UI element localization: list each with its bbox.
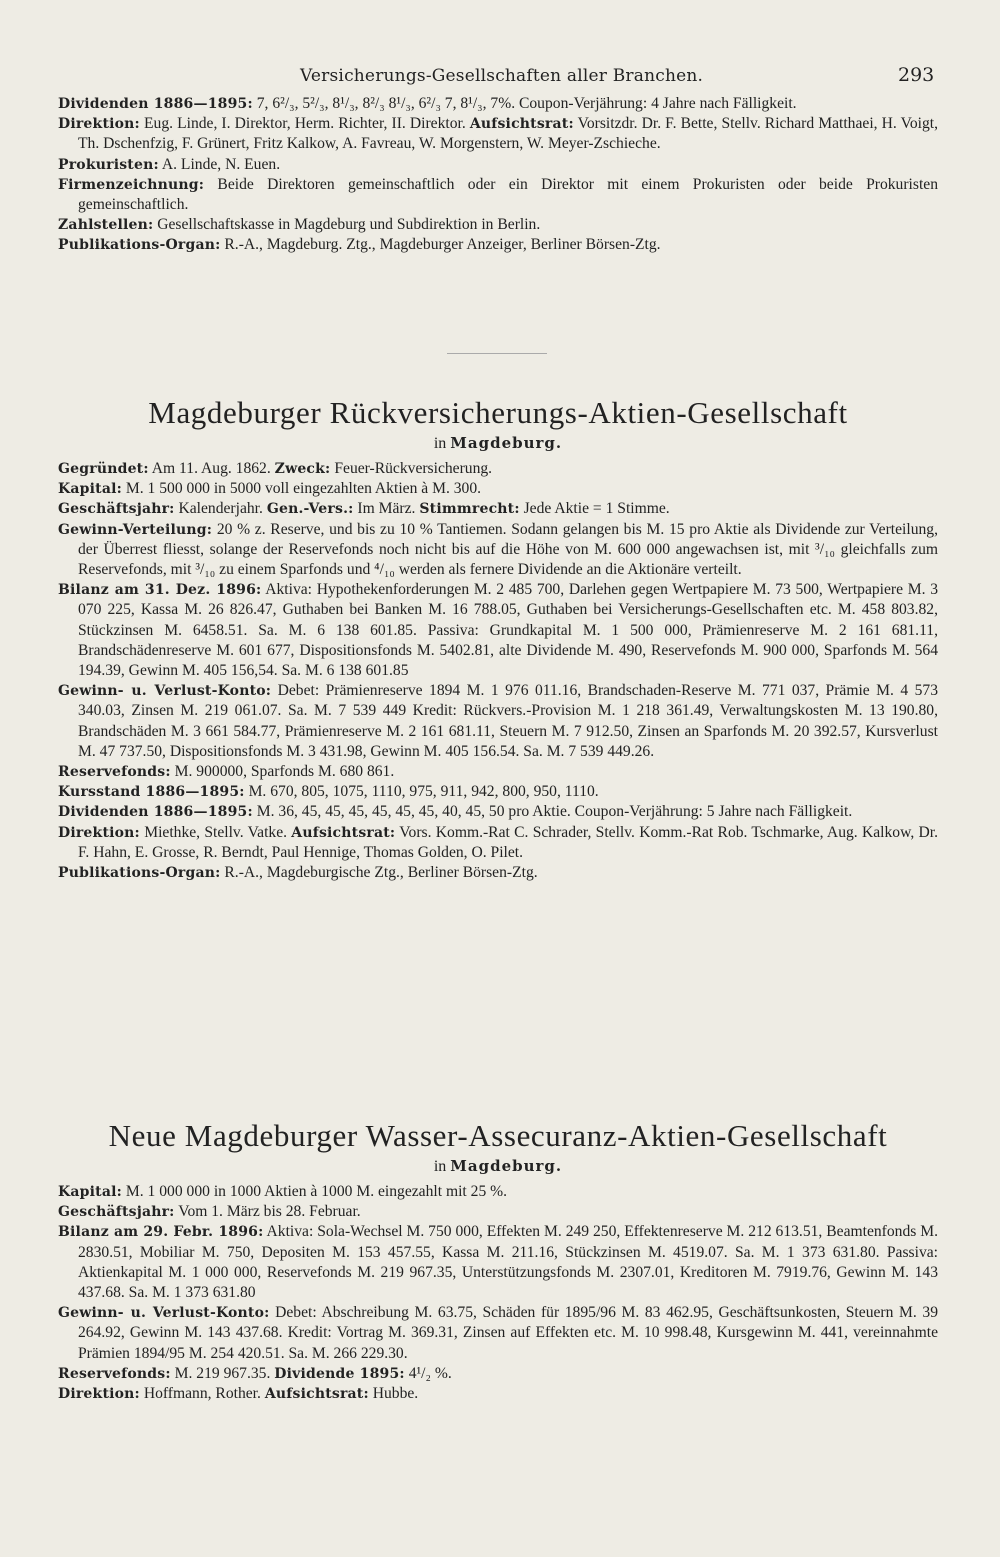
entry-share-prices: Kursstand 1886—1895: M. 670, 805, 1075, 1110, 975, 911, 942, 800, 950, 1110. xyxy=(58,783,599,801)
company-location: in Magdeburg. xyxy=(433,434,563,452)
entry-management: Direktion: Miethke, Stellv. Vatke. Aufsichtsrat: Vors. Komm.-Rat C. Schrader, Stellv. Komm.-Rat Rob. Tschmarke, Aug. Kalkow, Dr. F. Hahn, E. Grosse, R. Berndt, Paul Hennige, Thomas Golden, O. Pilet. xyxy=(58,823,938,861)
entry-management: Direktion: Hoffmann, Rother. Aufsichtsrat: Hubbe. xyxy=(58,1385,419,1403)
entry-dividends: Dividenden 1886—1895: 7, 6²/₃, 5²/₃, 8¹/₃, 8²/₃ 8¹/₃, 6²/₃ 7, 8¹/₃, 7%. Coupon-Verjährung: 4 Jahre nach Fälligkeit. xyxy=(58,95,797,112)
entry-reserve-fund: Reservefonds: M. 900000, Sparfonds M. 680 861. xyxy=(58,763,395,781)
company-neue-magdeburger-wasser-assecuranz xyxy=(58,1117,938,1404)
entry-signature-rules: Firmenzeichnung: Beide Direktoren gemeinschaftlich oder ein Direktor mit einem Prokuristen oder beide Prokuristen gemeinschaftlich. xyxy=(58,175,938,214)
entry-publication: Publikations-Organ: R.-A., Magdeburgische Ztg., Berliner Börsen-Ztg. xyxy=(58,864,538,882)
entry-balance-sheet: Bilanz am 31. Dez. 1896: Aktiva: Hypothekenforderungen M. 2 485 700, Darlehen gegen Wertpapiere M. 73 500, Wertpapiere M. 3 070 225, Kassa M. 26 826.47, Guthaben bei Banken M. 16 788.05, Guthaben bei Versicherungs-Gesellschaften etc. M. 458 803.82, Stückzinsen M. 6458.51. Sa. M. 6 138 601.85. Passiva: Grundkapital M. 1 500 000, Prämienreserve M. 2 161 681.11, Brandschädenreserve M. 601 677, Dispositionsfonds M. 5402.81, alte Dividende M. 490, Reservefonds M. 900 000, Sparfonds M. 564 194.39, Gewinn M. 405 156,54. Sa. M. 6 138 601.85 xyxy=(58,581,938,680)
company-title: Neue Magdeburger Wasser-Assecuranz-Aktien-Gesellschaft xyxy=(108,1118,888,1153)
company-location: in Magdeburg. xyxy=(433,1157,563,1175)
entry-publication: Publikations-Organ: R.-A., Magdeburg. Ztg., Magdeburger Anzeiger, Berliner Börsen-Ztg. xyxy=(58,236,661,254)
entry-fiscal-year: Geschäftsjahr: Vom 1. März bis 28. Februar. xyxy=(58,1203,361,1221)
page-number: 293 xyxy=(898,64,935,86)
entry-profit-loss: Gewinn- u. Verlust-Konto: Debet: Abschreibung M. 63.75, Schäden für 1895/96 M. 83 462.95, Geschäftsunkosten, Steuern M. 39 264.92, Gewinn M. 143 437.68. Kredit: Vortrag M. 369.31, Zinsen auf Effekten etc. M. 10 998.48, Kursgewinn M. 441, vereinnahmte Prämien 1894/95 M. 254 420.51. Sa. M. 266 229.30. xyxy=(58,1304,938,1362)
entry-capital: Kapital: M. 1 000 000 in 1000 Aktien à 1000 M. eingezahlt mit 25 %. xyxy=(58,1183,508,1200)
entry-reserve-dividend: Reservefonds: M. 219 967.35. Dividende 1895: 4¹/₂ %. xyxy=(58,1364,452,1382)
company-magdeburger-rueckversicherung xyxy=(58,394,938,883)
section-divider xyxy=(447,353,547,354)
entry-balance-sheet: Bilanz am 29. Febr. 1896: Aktiva: Sola-Wechsel M. 750 000, Effekten M. 249 250, Effektenreserve M. 212 613.51, Beamtenfonds M. 2830.51, Mobiliar M. 750, Depositen M. 153 457.55, Kassa M. 211.16, Stückzinsen M. 4519.07. Sa. M. 1 373 631.80. Passiva: Aktienkapital M. 1 000 000, Reservefonds M. 219 967.35, Unterstützungsfonds M. 2307.01, Kreditoren M. 7919.76, Gewinn M. 143 437.68. Sa. M. 1 373 631.80 xyxy=(58,1223,939,1302)
entry-profit-distribution: Gewinn-Verteilung: 20 % z. Reserve, und bis zu 10 % Tantiemen. Sodann gelangen bis M. 15 pro Aktie als Dividende zur Verteilung, der Überrest fliesst, solange der Reservefonds noch nicht bis auf die Höhe von M. 600 000 angewachsen ist, mit ³/₁₀ gleichfalls zum Reservefonds, mit ³/₁₀ zu einem Sparfonds und ⁴/₁₀ werden als fernere Dividende an die Aktionäre verteilt. xyxy=(58,520,938,579)
entry-dividends: Dividenden 1886—1895: M. 36, 45, 45, 45, 45, 45, 45, 40, 45, 50 pro Aktie. Coupon-Verjährung: 5 Jahre nach Fälligkeit. xyxy=(58,803,853,821)
running-header xyxy=(0,66,1000,92)
company-title: Magdeburger Rückversicherungs-Aktien-Gesellschaft xyxy=(148,395,848,430)
entry-profit-loss: Gewinn- u. Verlust-Konto: Debet: Prämienreserve 1894 M. 1 976 011.16, Brandschaden-Reserve M. 771 037, Prämie M. 4 573 340.03, Zinsen M. 219 061.07. Sa. M. 7 539 449 Kredit: Rückvers.-Provision M. 1 218 361.49, Verwaltungskosten M. 13 190.80, Brandschäden M. 3 661 584.77, Prämienreserve M. 2 161 681.11, Steuern M. 7 912.50, Zinsen an Sparfonds M. 20 392.57, Kursverlust M. 47 737.50, Dispositionsfonds M. 3 431.98, Gewinn M. 405 156.54. Sa. M. 7 539 449.26. xyxy=(58,682,938,760)
previous-company-section xyxy=(58,94,938,256)
running-title: Versicherungs-Gesellschaften aller Branchen. xyxy=(300,66,704,86)
entry-capital: Kapital: M. 1 500 000 in 5000 voll eingezahlten Aktien à M. 300. xyxy=(58,480,482,498)
entry-founded-purpose: Gegründet: Am 11. Aug. 1862. Zweck: Feuer-Rückversicherung. xyxy=(58,460,493,477)
entry-authorized-officers: Prokuristen: A. Linde, N. Euen. xyxy=(58,155,281,173)
entry-management: Direktion: Eug. Linde, I. Direktor, Herm. Richter, II. Direktor. Aufsichtsrat: Vorsitzdr. Dr. F. Bette, Stellv. Richard Matthaei, H. Voigt, Th. Dschenfzig, F. Grünert, Fritz Kalkow, A. Favreau, W. Morgenstern, W. Meyer-Zschieche. xyxy=(58,115,938,153)
entry-paying-agents: Zahlstellen: Gesellschaftskasse in Magdeburg und Subdirektion in Berlin. xyxy=(58,216,541,234)
entry-fiscal-year: Geschäftsjahr: Kalenderjahr. Gen.-Vers.: Im März. Stimmrecht: Jede Aktie = 1 Stimme. xyxy=(58,500,670,518)
